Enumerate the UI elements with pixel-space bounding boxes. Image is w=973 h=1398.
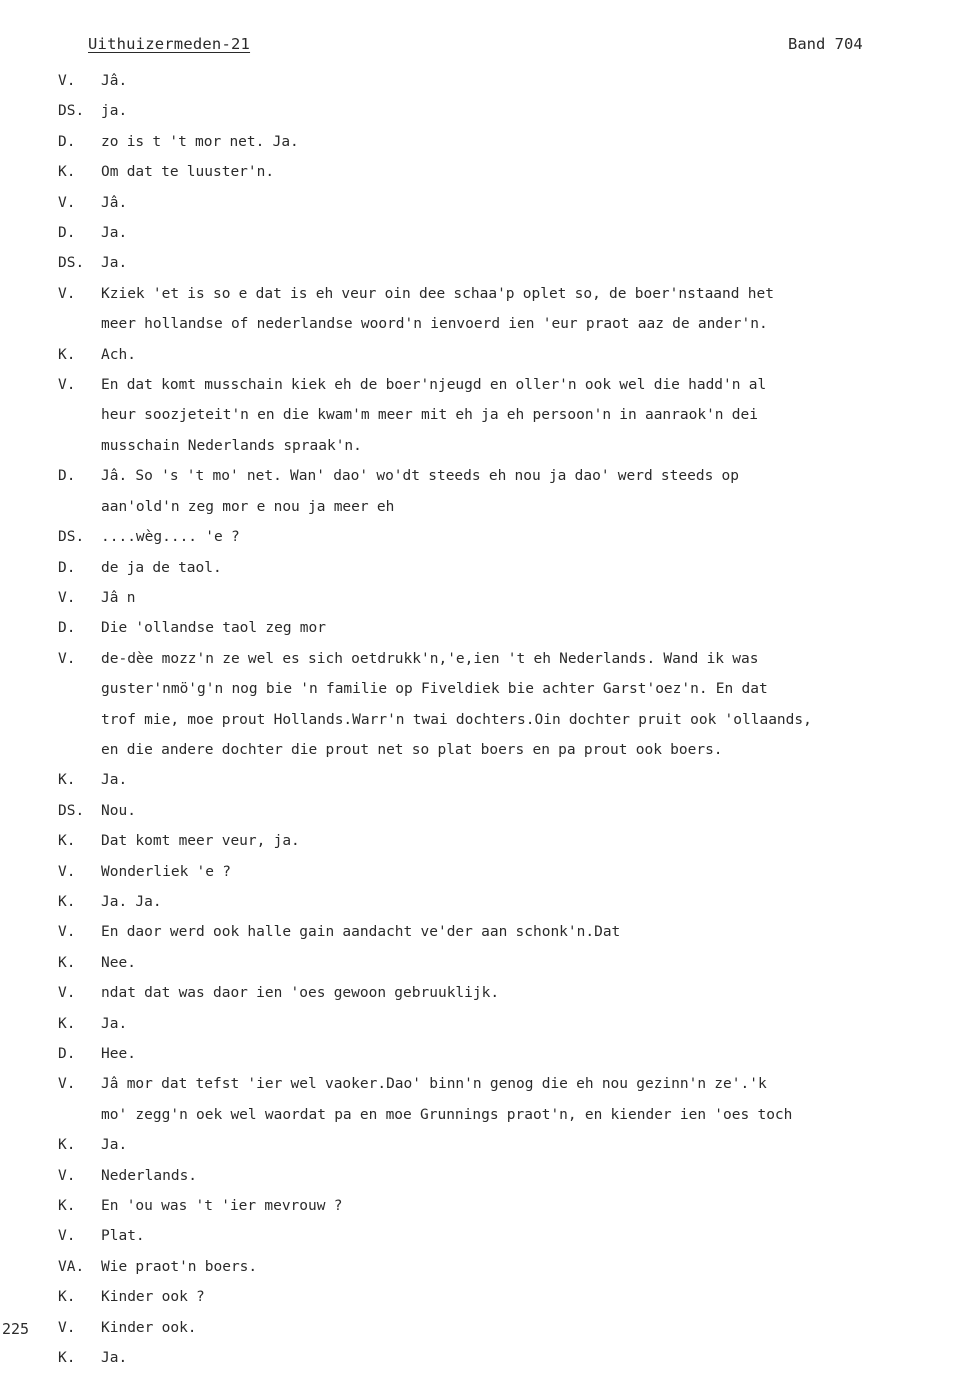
utterance-line: En dat komt musschain kiek eh de boer'njeugd en oller'n ook wel die hadd'n al	[101, 377, 767, 394]
speaker-label: K.	[58, 1198, 76, 1215]
speaker-label: D.	[58, 1046, 76, 1062]
speaker-label: V.	[58, 1076, 76, 1093]
utterance-text	[101, 1039, 967, 1069]
utterance-text	[101, 1191, 967, 1221]
speaker-label: K.	[58, 346, 76, 363]
transcript-entry	[0, 1313, 973, 1343]
utterance-line: meer hollandse of nederlandse woord'n ienvoerd ien 'eur praot aaz de ander'n.	[101, 316, 768, 333]
utterance-line: Kinder ook ?	[101, 1289, 205, 1306]
utterance-text	[101, 1130, 967, 1160]
utterance-line: Ja.	[101, 225, 128, 242]
speaker-label: K.	[58, 1350, 76, 1367]
utterance-line: Kziek 'et is so e dat is eh veur oin dee schaa'p oplet so, de boer'nstaand het	[101, 285, 774, 302]
transcript-entry	[0, 96, 973, 126]
transcript-entry	[0, 188, 973, 218]
transcript-entry	[0, 1039, 973, 1069]
speaker-label: V.	[58, 985, 76, 1002]
utterance-line: de-dèe mozz'n ze wel es sich oetdrukk'n,'e,ien 't eh Nederlands. Wand ik was	[101, 650, 759, 667]
speaker-label: VA.	[58, 1258, 85, 1275]
utterance-line: Jâ mor dat tefst 'ier wel vaoker.Dao' binn'n genog die eh nou gezinn'n ze'.'k	[101, 1076, 767, 1093]
transcript-entry	[0, 826, 973, 856]
utterance-line: Nederlands.	[101, 1167, 198, 1184]
transcript-entry	[0, 857, 973, 887]
speaker-label: V.	[58, 589, 76, 606]
transcript-entry	[0, 978, 973, 1008]
utterance-text	[101, 340, 967, 370]
speaker-label: K.	[58, 164, 76, 181]
transcript-entry	[0, 1069, 973, 1130]
utterance-text	[101, 1221, 967, 1251]
utterance-line: ....wèg.... 'e ?	[101, 529, 240, 546]
speaker-label: V.	[58, 650, 76, 667]
utterance-text	[101, 218, 967, 248]
utterance-text	[101, 1069, 967, 1130]
transcript-entry	[0, 583, 973, 613]
utterance-line: Ja.	[101, 1350, 128, 1367]
utterance-line: Hee.	[101, 1046, 136, 1062]
utterance-text	[101, 887, 967, 917]
utterance-line: trof mie, moe prout Hollands.Warr'n twai dochters.Oin dochter pruit ook 'ollaands,	[101, 711, 812, 728]
utterance-text	[101, 1252, 967, 1282]
transcript-entry	[0, 218, 973, 248]
utterance-text	[101, 1282, 967, 1312]
speaker-label: K.	[58, 772, 76, 789]
utterance-line: Ja.	[101, 255, 128, 272]
utterance-line: Nee.	[101, 954, 136, 971]
utterance-line: zo is t 't mor net. Ja.	[101, 133, 299, 150]
utterance-line: Ja.	[101, 772, 128, 789]
speaker-label: V.	[58, 1228, 76, 1245]
utterance-line: aan'old'n zeg mor e nou ja meer eh	[101, 498, 395, 515]
speaker-label: DS.	[58, 802, 85, 819]
utterance-text	[101, 644, 967, 766]
utterance-line: En daor werd ook halle gain aandacht ve'der aan schonk'n.Dat	[101, 924, 621, 941]
transcript-entry	[0, 1161, 973, 1191]
transcript-entry	[0, 157, 973, 187]
speaker-label: DS.	[58, 529, 85, 546]
utterance-text	[101, 1343, 967, 1373]
utterance-line: En 'ou was 't 'ier mevrouw ?	[101, 1198, 343, 1215]
transcript-entry	[0, 1252, 973, 1282]
utterance-line: Jâ.	[101, 194, 128, 211]
transcript-entry	[0, 948, 973, 978]
utterance-line: en die andere dochter die prout net so plat boers en pa prout ook boers.	[101, 741, 723, 758]
speaker-label: V.	[58, 194, 76, 211]
speaker-label: D.	[58, 620, 76, 637]
document-title: Uithuizermeden-21	[88, 35, 251, 53]
utterance-line: mo' zegg'n oek wel waordat pa en moe Grunnings praot'n, en kiender ien 'oes toch	[101, 1106, 793, 1123]
transcript-entry	[0, 279, 973, 340]
speaker-label: V.	[58, 285, 76, 302]
utterance-text	[101, 948, 967, 978]
utterance-text	[101, 66, 967, 96]
speaker-label: V.	[58, 863, 76, 880]
speaker-label: K.	[58, 954, 76, 971]
utterance-line: Om dat te luuster'n.	[101, 164, 275, 181]
speaker-label: K.	[58, 893, 76, 910]
utterance-text	[101, 248, 967, 278]
speaker-label: V.	[58, 73, 76, 89]
utterance-line: Kinder ook.	[101, 1319, 197, 1336]
utterance-text	[101, 978, 967, 1008]
utterance-text	[101, 796, 967, 826]
utterance-line: musschain Nederlands spraak'n.	[101, 437, 362, 454]
transcript-entry	[0, 340, 973, 370]
utterance-line: ndat dat was daor ien 'oes gewoon gebruuklijk.	[101, 985, 500, 1002]
utterance-text	[101, 522, 967, 552]
margin-page-number: 225	[2, 1320, 30, 1338]
utterance-text	[101, 188, 967, 218]
transcript-entry	[0, 522, 973, 552]
utterance-text	[101, 583, 967, 613]
transcript-entry	[0, 1343, 973, 1373]
speaker-label: D.	[58, 468, 76, 485]
transcript-entry	[0, 1009, 973, 1039]
utterance-text	[101, 857, 967, 887]
utterance-text	[101, 157, 967, 187]
utterance-line: heur soozjeteit'n en die kwam'm meer mit eh ja eh persoon'n in aanraok'n dei	[101, 407, 758, 424]
speaker-label: K.	[58, 1289, 76, 1306]
band-number: Band 704	[788, 35, 863, 53]
speaker-label: V.	[58, 924, 76, 941]
utterance-text	[101, 279, 967, 340]
utterance-line: Nou.	[101, 802, 136, 819]
utterance-text	[101, 370, 967, 461]
utterance-line: Die 'ollandse taol zeg mor	[101, 620, 326, 637]
utterance-text	[101, 553, 967, 583]
transcript-entry	[0, 66, 973, 96]
transcript-entry	[0, 553, 973, 583]
utterance-text	[101, 127, 967, 157]
utterance-text	[101, 765, 967, 795]
utterance-text	[101, 826, 967, 856]
utterance-line: Wie praot'n boers.	[101, 1258, 258, 1275]
transcript-entry	[0, 887, 973, 917]
utterance-line: ja.	[101, 103, 128, 120]
transcript-entry	[0, 613, 973, 643]
utterance-line: Ja. Ja.	[101, 893, 162, 910]
speaker-label: V.	[58, 377, 76, 394]
utterance-text	[101, 1009, 967, 1039]
transcript-entry	[0, 248, 973, 278]
speaker-label: K.	[58, 1137, 76, 1154]
speaker-label: DS.	[58, 103, 85, 120]
utterance-line: Ja.	[101, 1137, 128, 1154]
speaker-label: V.	[58, 1167, 76, 1184]
utterance-text	[101, 461, 967, 522]
utterance-line: Ja.	[101, 1015, 128, 1032]
speaker-label: D.	[58, 225, 76, 242]
utterance-line: Dat komt meer veur, ja.	[101, 833, 300, 850]
transcript-entry	[0, 917, 973, 947]
speaker-label: D.	[58, 559, 76, 576]
transcript	[0, 66, 973, 1373]
speaker-label: K.	[58, 833, 76, 850]
transcript-entry	[0, 1282, 973, 1312]
transcript-entry	[0, 1221, 973, 1251]
transcript-entry	[0, 765, 973, 795]
utterance-line: Ach.	[101, 346, 136, 363]
utterance-text	[101, 1161, 967, 1191]
transcript-entry	[0, 644, 973, 766]
transcript-entry	[0, 127, 973, 157]
utterance-line: Jâ.	[101, 73, 128, 89]
utterance-line: de ja de taol.	[101, 559, 222, 576]
transcript-entry	[0, 461, 973, 522]
speaker-label: V.	[58, 1319, 76, 1336]
utterance-text	[101, 917, 967, 947]
utterance-line: Wonderliek 'e ?	[101, 863, 231, 880]
utterance-line: Plat.	[101, 1228, 145, 1245]
utterance-line: Jâ n	[101, 589, 136, 606]
transcript-entry	[0, 1191, 973, 1221]
utterance-line: guster'nmö'g'n nog bie 'n familie op Fiveldiek bie achter Garst'oez'n. En dat	[101, 681, 768, 698]
speaker-label: DS.	[58, 255, 85, 272]
transcript-entry	[0, 370, 973, 461]
speaker-label: K.	[58, 1015, 76, 1032]
utterance-text	[101, 613, 967, 643]
utterance-line: Jâ. So 's 't mo' net. Wan' dao' wo'dt steeds eh nou ja dao' werd steeds op	[101, 468, 740, 485]
speaker-label: D.	[58, 133, 76, 150]
transcript-entry	[0, 1130, 973, 1160]
utterance-text	[101, 1313, 967, 1343]
utterance-text	[101, 96, 967, 126]
transcript-entry	[0, 796, 973, 826]
